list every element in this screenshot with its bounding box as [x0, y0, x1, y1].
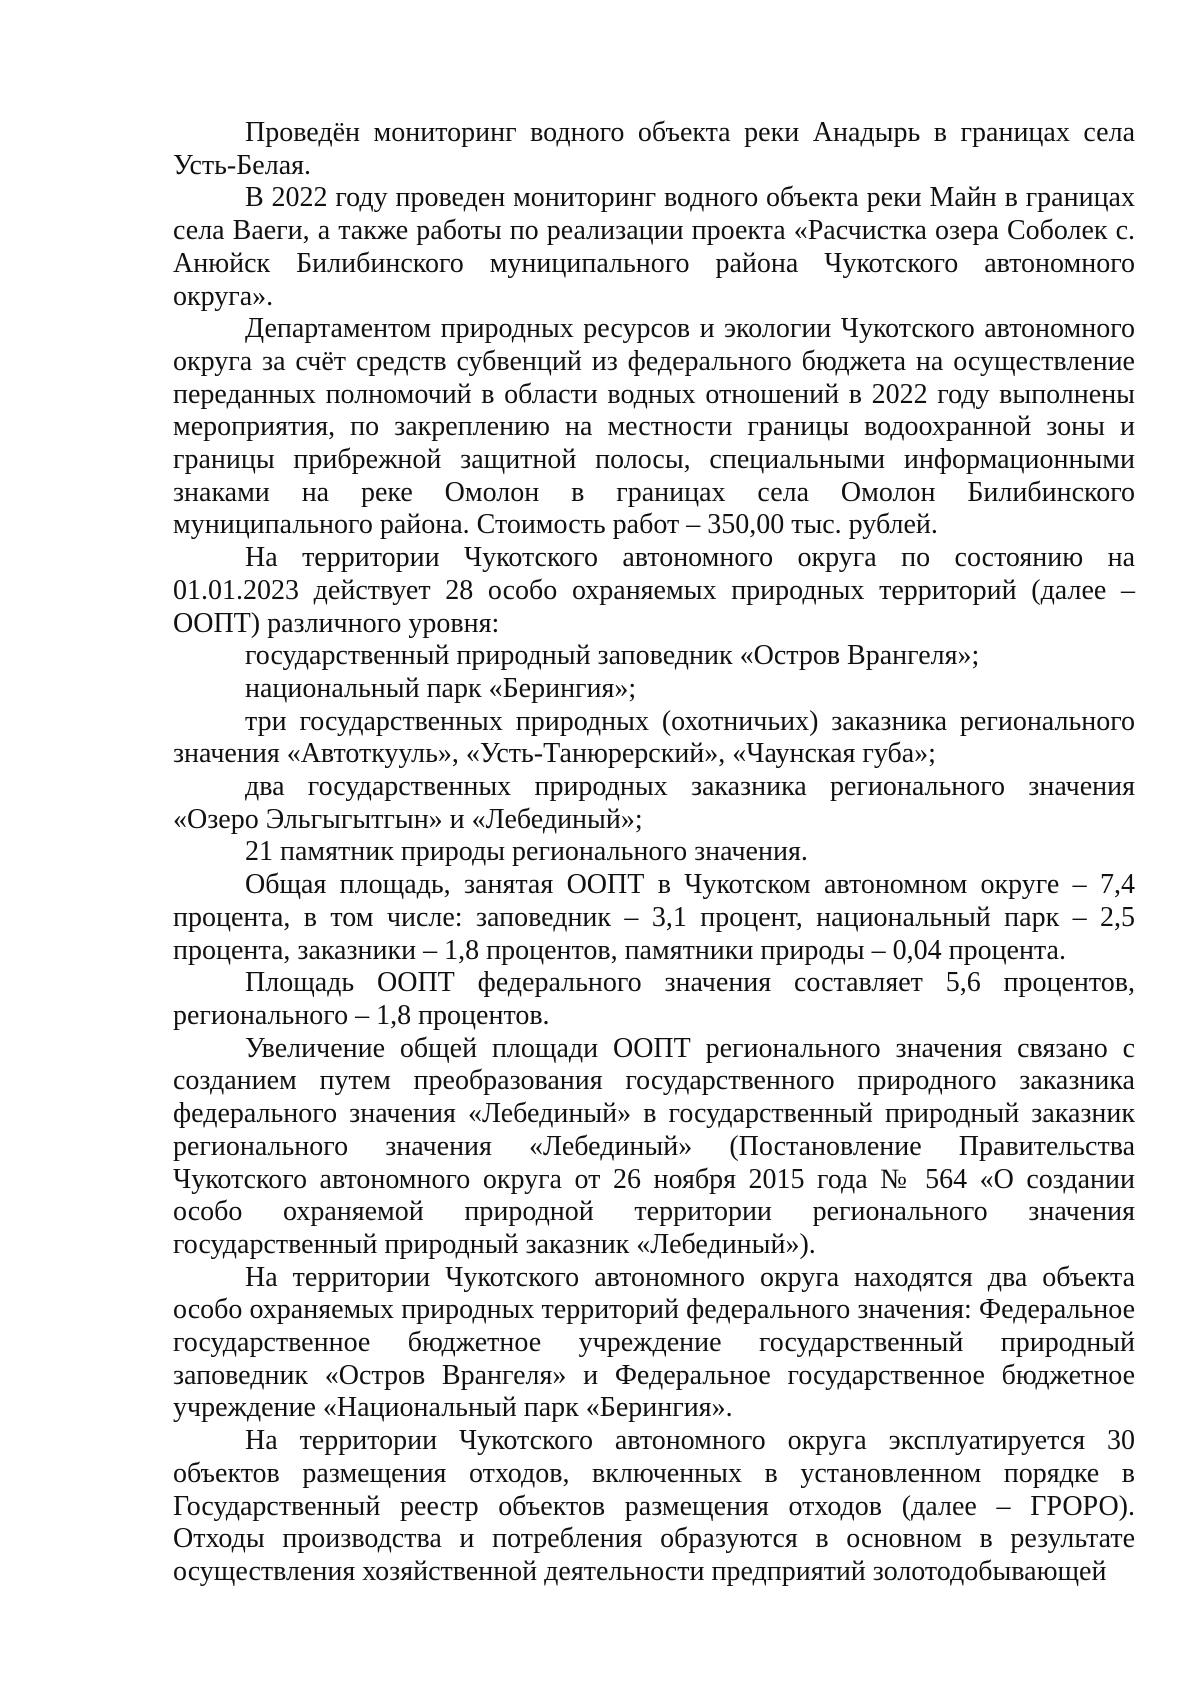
list-item-reserve: государственный природный заповедник «Остров Врангеля»; [245, 640, 980, 672]
paragraph-waste-objects: На территории Чукотского автономного округа эксплуатируется 30 объектов размещения отходов, включенных в установленном порядке в Государственный реестр объектов размещения отходов (далее – ГРОРО). Отходы производства и потребления образуются в основном в результате осуществления хозяйственной деятельности предприятий золотодобывающей [173, 1425, 1135, 1587]
list-item-nature-reserves: два государственных природных заказника регионального значения «Озеро Эльгыгытгын» и «Лебединый»; [173, 771, 1135, 835]
paragraph-water-protection-zone: Департаментом природных ресурсов и экологии Чукотского автономного округа за счёт средств субвенций из федерального бюджета на осуществление переданных полномочий в области водных отношений в 2022 году выполнены мероприятия, по закреплению на местности границы водоохранной зоны и границы прибрежной защитной полосы, специальными информационными знаками на реке Омолон в границах села Омолон Билибинского муниципального района. Стоимость работ – 350,00 тыс. рублей. [173, 313, 1135, 541]
paragraph-total-area: Общая площадь, занятая ООПТ в Чукотском автономном округе – 7,4 процента, в том числе: заповедник – 3,1 процент, национальный парк – 2,5 процента, заказники – 1,8 процентов, памятники природы – 0,04 процента. [173, 869, 1135, 966]
list-item-national-park: национальный парк «Берингия»; [245, 672, 637, 704]
paragraph-protected-areas-count: На территории Чукотского автономного округа по состоянию на 01.01.2023 действует 28 особо охраняемых природных территорий (далее – ООПТ) различного уровня: [173, 542, 1135, 639]
list-item-nature-monuments: 21 памятник природы регионального значения. [245, 836, 808, 868]
paragraph-federal-objects: На территории Чукотского автономного округа находятся два объекта особо охраняемых природных территорий федерального значения: Федеральное государственное бюджетное учреждение государственный природный заповедник «Остров Врангеля» и Федеральное государственное бюджетное учреждение «Национальный парк «Берингия». [173, 1261, 1135, 1424]
paragraph-area-increase: Увеличение общей площади ООПТ регионального значения связано с созданием путем преобразования государственного природного заказника федерального значения «Лебединый» в государственный природный заказник регионального значения «Лебединый» (Постановление Правительства Чукотского автономного округа от 26 ноября 2015 года № 564 «О создании особо охраняемой природной территории регионального значения государственный природный заказник «Лебединый»). [173, 1032, 1135, 1260]
paragraph-federal-area: Площадь ООПТ федерального значения составляет 5,6 процентов, регионального – 1,8 процентов. [173, 967, 1135, 1031]
paragraph-monitoring-main: В 2022 году проведен мониторинг водного объекта реки Майн в границах села Ваеги, а также работы по реализации проекта «Расчистка озера Соболек с. Анюйск Билибинского муниципального района Чукотского автономного округа». [173, 182, 1135, 312]
document-body [173, 117, 1135, 1589]
list-item-hunting-reserves: три государственных природных (охотничьих) заказника регионального значения «Автоткууль», «Усть-Танюрерский», «Чаунская губа»; [173, 705, 1135, 770]
paragraph-monitoring-anadyr: Проведён мониторинг водного объекта реки Анадырь в границах села Усть-Белая. [173, 117, 1135, 181]
